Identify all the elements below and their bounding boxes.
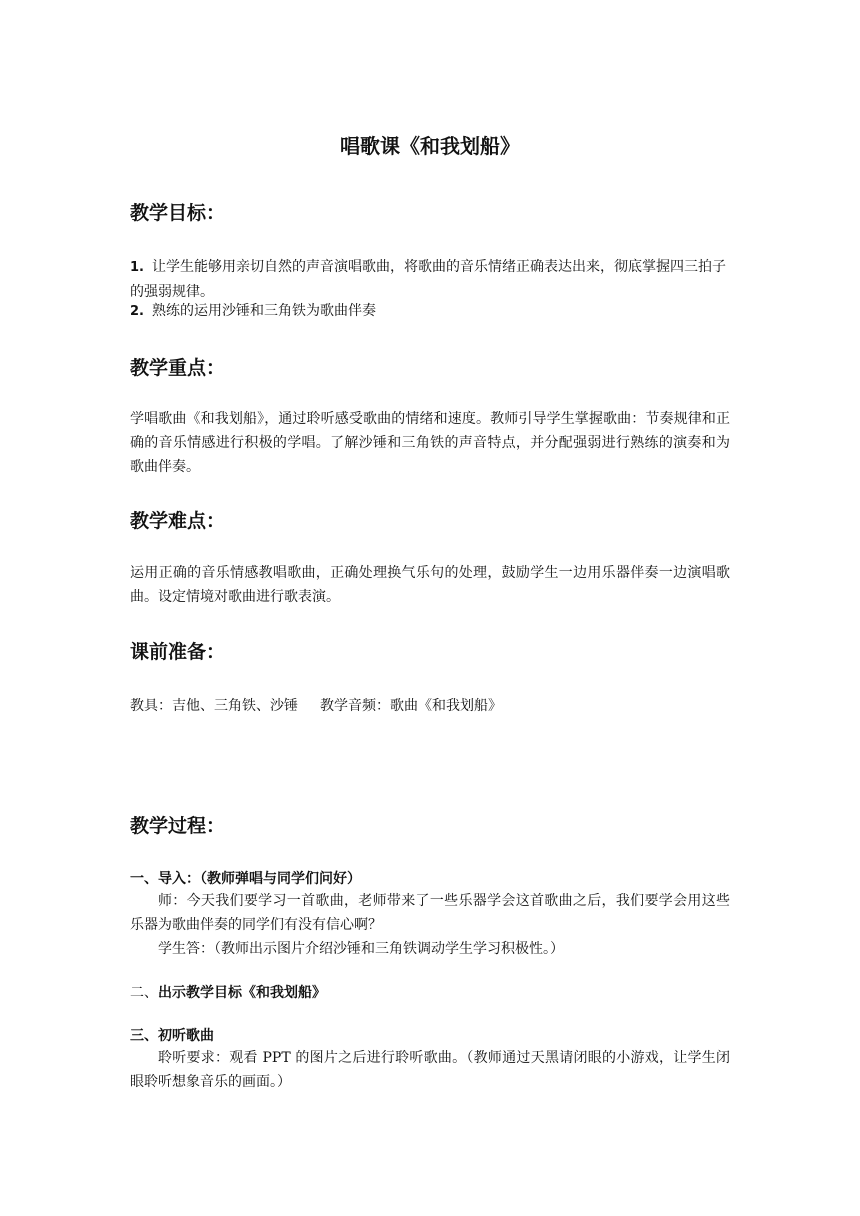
preparation-heading: 课前准备： [130,641,226,663]
goal-item-1-number: 1. [130,260,144,275]
step3-title: 三、初听歌曲 [130,1028,214,1044]
preparation-line [130,694,502,718]
goal-item-1 [130,255,730,304]
preparation-tools: 教具：吉他、三角铁、沙锤 [130,698,298,714]
step1-teacher-line: 师：今天我们要学习一首歌曲，老师带来了一些乐器学会这首歌曲之后，我们要学会用这些乐器为歌曲伴奏的同学们有没有信心啊？ [130,893,730,933]
step2-title: 出示教学目标《和我划船》 [158,985,326,1001]
difficulties-paragraph: 运用正确的音乐情感教唱歌曲，正确处理换气乐句的处理，鼓励学生一边用乐器伴奏一边演唱歌曲。设定情境对歌曲进行歌表演。 [130,565,730,605]
goal-item-2-number: 2. [130,304,144,319]
difficulties-text [130,561,730,609]
step2-prefix: 二、 [130,985,158,1001]
difficulties-heading: 教学难点： [130,510,226,532]
step1-student-line: 学生答：（教师出示图片介绍沙锤和三角铁调动学生学习积极性。） [158,941,564,957]
goal-item-2-text: 熟练的运用沙锤和三角铁为歌曲伴奏 [151,303,376,319]
step3-text: 聆听要求：观看 PPT 的图片之后进行聆听歌曲。（教师通过天黑请闭眼的小游戏，让学生闭眼聆听想象音乐的画面。） [130,1050,730,1090]
goals-heading: 教学目标： [130,202,226,224]
step2-title-line [130,981,326,1005]
step1-title: 一、导入：（教师弹唱与同学们问好） [130,871,361,887]
document-title: 唱歌课《和我划船》 [340,134,520,158]
key-points-heading: 教学重点： [130,357,226,379]
key-points-paragraph: 学唱歌曲《和我划船》，通过聆听感受歌曲的情绪和速度。教师引导学生掌握歌曲：节奏规律和正确的音乐情感进行积极的学唱。了解沙锤和三角铁的声音特点，并分配强弱进行熟练的演奏和为歌曲伴奏。 [130,411,730,475]
process-heading: 教学过程： [130,815,226,837]
key-points-text [130,407,730,479]
preparation-audio: 教学音频：歌曲《和我划船》 [320,698,502,714]
goal-item-1-text: 让学生能够用亲切自然的声音演唱歌曲，将歌曲的音乐情绪正确表达出来，彻底掌握四三拍子的强弱规律。 [130,259,726,300]
goal-item-2 [130,299,730,324]
step1-body [130,889,730,961]
step3-body [130,1046,730,1094]
